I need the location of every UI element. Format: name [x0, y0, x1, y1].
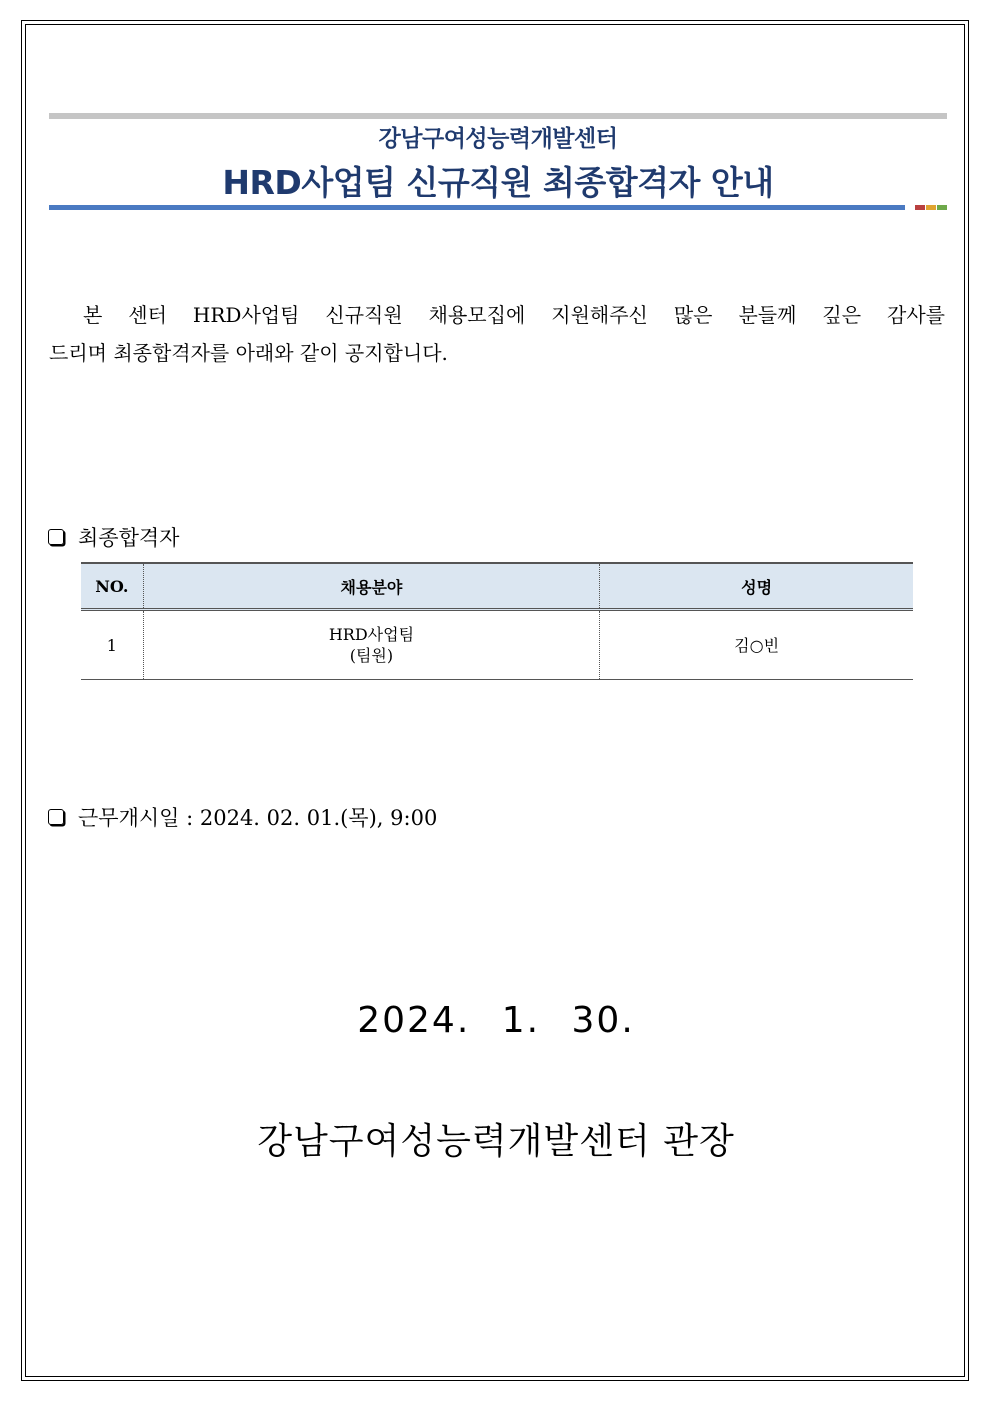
page-border-inner: [25, 24, 965, 1377]
title-bottom-bar: [49, 205, 905, 210]
notice-date: 2024. 1. 30.: [357, 1000, 635, 1041]
organization-title: 강남구여성능력개발센터: [378, 126, 618, 152]
intro-paragraph-line1: 본 센터 HRD사업팀 신규직원 채용모집에 지원해주신 많은 분들께 깊은 감사를: [83, 303, 945, 327]
header-field: 채용분야: [143, 563, 599, 610]
header-no: NO.: [81, 563, 143, 610]
section-final-label: 최종합격자: [78, 526, 180, 550]
header-name: 성명: [600, 563, 913, 610]
accent-green: [937, 205, 947, 210]
checkbox-icon: [48, 529, 64, 545]
cell-field-line2: (팀원): [349, 646, 394, 665]
section-start-label: 근무개시일 : 2024. 02. 01.(목), 9:00: [78, 806, 438, 830]
cell-field-line1: HRD사업팀: [328, 625, 415, 644]
intro-paragraph-line2: 드리며 최종합격자를 아래와 같이 공지합니다.: [49, 341, 448, 365]
section-start-heading: [48, 802, 437, 832]
section-final-heading: [48, 522, 179, 552]
cell-field: [143, 610, 599, 680]
table-header-row: [81, 563, 913, 610]
page-title: HRD사업팀 신규직원 최종합격자 안내: [222, 163, 774, 202]
accent-red: [915, 205, 925, 210]
title-top-bar: [49, 113, 947, 119]
cell-no: 1: [81, 610, 143, 680]
signature: 강남구여성능력개발센터 관장: [257, 1121, 735, 1162]
accent-orange: [926, 205, 936, 210]
table-row: [81, 610, 913, 680]
checkbox-icon: [48, 809, 64, 825]
cell-name: 김○빈: [600, 610, 913, 680]
result-table: [81, 562, 913, 680]
